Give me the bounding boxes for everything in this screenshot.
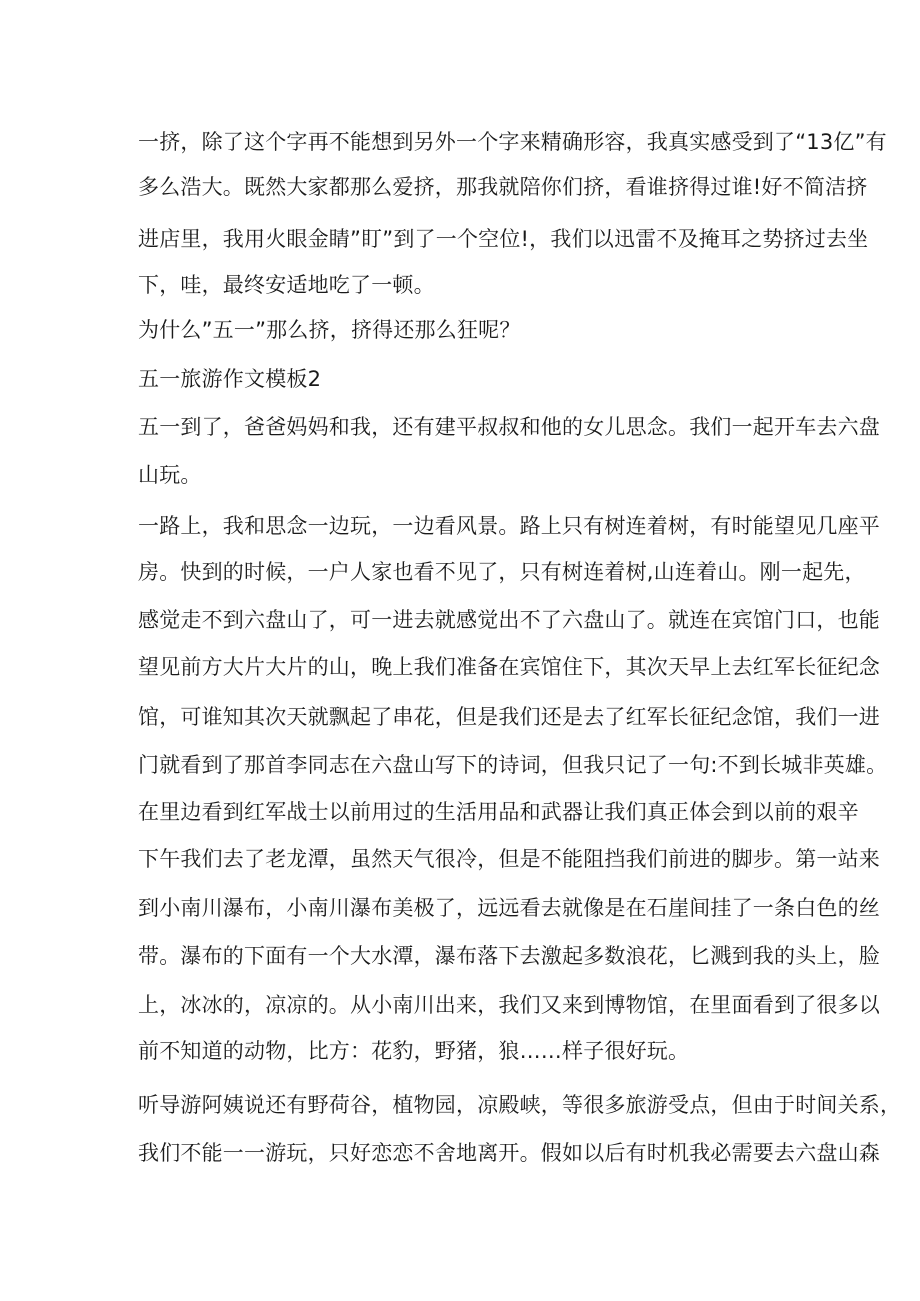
text-line: 听导游阿姨说还有野荷谷，植物园，凉殿峡，等很多旅游受点，但由于时间关系，: [138, 1093, 902, 1117]
text-line: 一挤，除了这个字再不能想到另外一个字来精确形容，我真实感受到了“13亿”有: [138, 130, 887, 154]
text-line: 上，冰冰的，凉凉的。从小南川出来，我们又来到博物馆，在里面看到了很多以: [138, 993, 880, 1017]
text-line: 山玩。: [138, 463, 202, 487]
text-line: 下，哇，最终安适地吃了一顿。: [138, 273, 435, 297]
text-line: 房。快到的时候，一户人家也看不见了，只有树连着树,山连着山。刚一起先，: [138, 560, 866, 584]
text-line: 下午我们去了老龙潭，虽然天气很冷，但是不能阻挡我们前进的脚步。第一站来: [138, 847, 880, 871]
text-line: 门就看到了那首李同志在六盘山写下的诗词，但我只记了一句:不到长城非英雄。: [138, 753, 888, 777]
text-line: 一路上，我和思念一边玩，一边看风景。路上只有树连着树，有时能望见几座平: [138, 514, 880, 538]
text-line: 五一到了，爸爸妈妈和我，还有建平叔叔和他的女儿思念。我们一起开车去六盘: [138, 415, 880, 439]
text-line: 望见前方大片大片的山，晚上我们准备在宾馆住下，其次天早上去红军长征纪念: [138, 655, 880, 679]
text-line: 为什么”五一”那么挤，挤得还那么狂呢？: [138, 318, 521, 342]
text-line: 带。瀑布的下面有一个大水潭，瀑布落下去激起多数浪花，匕溅到我的头上，脸: [138, 944, 880, 968]
text-line: 馆，可谁知其次天就飘起了串花，但是我们还是去了红军长征纪念馆，我们一进: [138, 705, 880, 729]
text-line: 进店里，我用火眼金睛”盯”到了一个空位!，我们以迅雷不及掩耳之势挤过去坐: [138, 227, 869, 251]
section-heading: 五一旅游作文模板2: [138, 367, 322, 391]
text-line: 我们不能一一游玩，只好恋恋不舍地离开。假如以后有时机我必需要去六盘山森: [138, 1141, 880, 1165]
text-line: 感觉走不到六盘山了，可一进去就感觉出不了六盘山了。就连在宾馆门口，也能: [138, 608, 880, 632]
text-line: 多么浩大。既然大家都那么爱挤，那我就陪你们挤，看谁挤得过谁!好不简洁挤: [138, 175, 868, 199]
text-line: 在里边看到红军战士以前用过的生活用品和武器让我们真正体会到以前的艰辛: [138, 800, 859, 824]
text-line: 到小南川瀑布，小南川瀑布美极了，远远看去就像是在石崖间挂了一条白色的丝: [138, 896, 880, 920]
text-line: 前不知道的动物，比方：花豹，野猪，狼……样子很好玩。: [138, 1039, 690, 1063]
